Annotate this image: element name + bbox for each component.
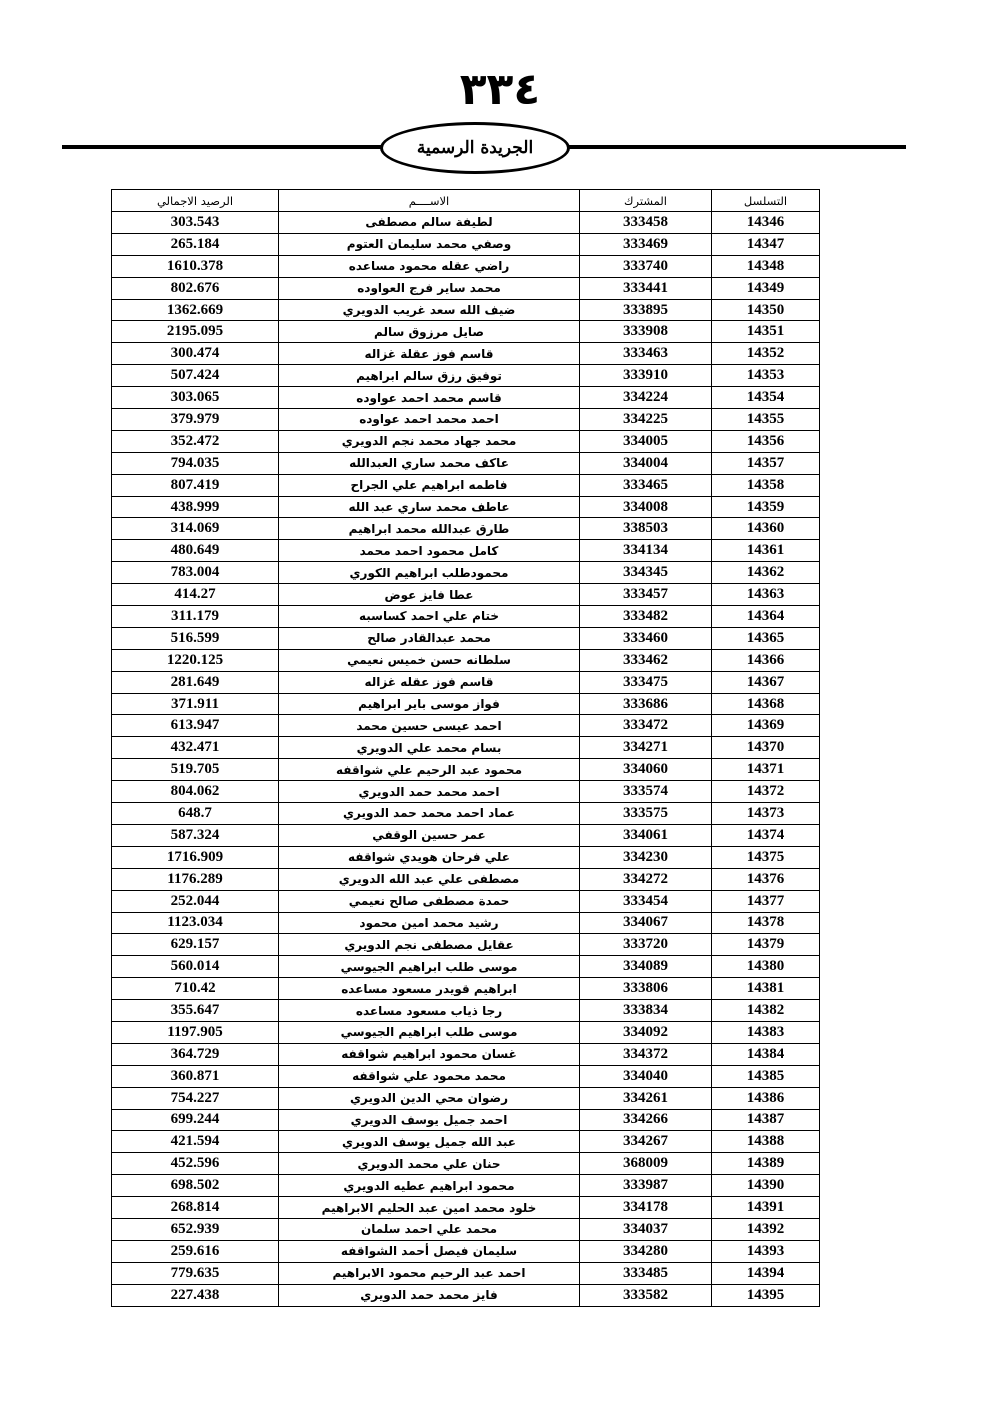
subscriber-cell: 333895 [580,299,712,321]
table-row [112,321,820,343]
serial-cell: 14362 [712,562,820,584]
balance-cell: 648.7 [112,803,279,825]
table-row [112,671,820,693]
balance-cell: 265.184 [112,233,279,255]
name-cell: قاسم فوز عقله غزاله [279,671,580,693]
subscriber-cell: 333575 [580,803,712,825]
table-row [112,912,820,934]
balance-cell: 480.649 [112,540,279,562]
serial-cell: 14380 [712,956,820,978]
subscriber-cell: 334272 [580,868,712,890]
name-cell: احمد جميل يوسف الدويري [279,1109,580,1131]
name-cell: ابراهيم قويدر مسعود مساعده [279,978,580,1000]
table-row [112,693,820,715]
name-cell: موسى طلب ابراهيم الجيوسي [279,1021,580,1043]
column-header-subscriber: المشترك [580,190,712,212]
balance-cell: 259.616 [112,1240,279,1262]
subscriber-cell: 334266 [580,1109,712,1131]
subscriber-cell: 333582 [580,1284,712,1306]
serial-cell: 14391 [712,1197,820,1219]
serial-cell: 14353 [712,365,820,387]
table-row [112,846,820,868]
name-cell: عاطف محمد ساري عبد الله [279,496,580,518]
serial-cell: 14349 [712,277,820,299]
serial-cell: 14367 [712,671,820,693]
balance-cell: 1197.905 [112,1021,279,1043]
table-row [112,212,820,234]
serial-cell: 14389 [712,1153,820,1175]
subscriber-cell: 334224 [580,387,712,409]
balance-cell: 1176.289 [112,868,279,890]
table-row [112,518,820,540]
serial-cell: 14347 [712,233,820,255]
serial-cell: 14372 [712,781,820,803]
name-cell: بسام محمد علي الدويري [279,737,580,759]
name-cell: محمود عبد الرحيم علي شواقفه [279,759,580,781]
serial-cell: 14369 [712,715,820,737]
name-cell: لطيفة سالم مصطفى [279,212,580,234]
serial-cell: 14361 [712,540,820,562]
name-cell: محمد محمود علي شواقفه [279,1065,580,1087]
name-cell: قاسم محمد احمد عواوده [279,387,580,409]
subscriber-cell: 333482 [580,606,712,628]
serial-cell: 14384 [712,1043,820,1065]
serial-cell: 14358 [712,474,820,496]
name-cell: عطا فايز عوض [279,584,580,606]
subscriber-cell: 334060 [580,759,712,781]
balance-cell: 432.471 [112,737,279,759]
balance-cell: 414.27 [112,584,279,606]
balance-cell: 807.419 [112,474,279,496]
subscriber-cell: 333806 [580,978,712,1000]
serial-cell: 14355 [712,409,820,431]
balance-cell: 1123.034 [112,912,279,934]
table-row [112,1240,820,1262]
serial-cell: 14363 [712,584,820,606]
table-row [112,759,820,781]
table-row [112,1197,820,1219]
name-cell: محمودطلب ابراهيم الكوري [279,562,580,584]
serial-cell: 14381 [712,978,820,1000]
serial-cell: 14383 [712,1021,820,1043]
subscriber-cell: 333462 [580,649,712,671]
subscriber-cell: 334345 [580,562,712,584]
balance-cell: 438.999 [112,496,279,518]
balance-cell: 303.543 [112,212,279,234]
gazette-title: الجريدة الرسمية [416,138,534,158]
table-row [112,452,820,474]
subscriber-cell: 334372 [580,1043,712,1065]
table-row [112,1000,820,1022]
subscriber-cell: 334178 [580,1197,712,1219]
balance-cell: 710.42 [112,978,279,1000]
name-cell: فاطمه ابراهيم علي الجراح [279,474,580,496]
serial-cell: 14382 [712,1000,820,1022]
table-row [112,803,820,825]
subscriber-cell: 334230 [580,846,712,868]
balance-cell: 2195.095 [112,321,279,343]
table-row [112,299,820,321]
gazette-title-oval [380,122,570,174]
name-cell: كامل محمود احمد محمد [279,540,580,562]
table-row [112,627,820,649]
subscriber-cell: 333441 [580,277,712,299]
serial-cell: 14378 [712,912,820,934]
serial-cell: 14394 [712,1262,820,1284]
table-row [112,1043,820,1065]
table-row [112,934,820,956]
name-cell: صايل مرزوق سالم [279,321,580,343]
table-row [112,343,820,365]
balance-cell: 699.244 [112,1109,279,1131]
serial-cell: 14354 [712,387,820,409]
name-cell: موسى طلب ابراهيم الجيوسي [279,956,580,978]
subscriber-cell: 334005 [580,430,712,452]
balance-cell: 652.939 [112,1218,279,1240]
table-row [112,387,820,409]
balance-cell: 1220.125 [112,649,279,671]
serial-cell: 14374 [712,824,820,846]
balance-cell: 303.065 [112,387,279,409]
balance-cell: 507.424 [112,365,279,387]
serial-cell: 14393 [712,1240,820,1262]
name-cell: محمد عبدالقادر صالح [279,627,580,649]
name-cell: غسان محمود ابراهيم شواقفه [279,1043,580,1065]
name-cell: فايز محمد حمد الدويري [279,1284,580,1306]
balance-cell: 300.474 [112,343,279,365]
table-row [112,1284,820,1306]
name-cell: احمد عبد الرحيم محمود الابراهيم [279,1262,580,1284]
name-cell: عبد الله جميل يوسف الدويري [279,1131,580,1153]
table-row [112,781,820,803]
subscriber-cell: 333987 [580,1175,712,1197]
balance-cell: 311.179 [112,606,279,628]
name-cell: عقايل مصطفى نجم الدويري [279,934,580,956]
serial-cell: 14359 [712,496,820,518]
table-row [112,1087,820,1109]
subscriber-cell: 333720 [580,934,712,956]
balance-cell: 1716.909 [112,846,279,868]
name-cell: محمد ساير فرج العواوده [279,277,580,299]
name-cell: توفيق رزق سالم ابراهيم [279,365,580,387]
balance-cell: 281.649 [112,671,279,693]
table-row [112,584,820,606]
table-row [112,956,820,978]
subscriber-cell: 334004 [580,452,712,474]
table-row [112,868,820,890]
serial-cell: 14395 [712,1284,820,1306]
subscriber-cell: 334261 [580,1087,712,1109]
balance-cell: 314.069 [112,518,279,540]
table-row [112,255,820,277]
table-row [112,1153,820,1175]
table-row [112,277,820,299]
table-row [112,824,820,846]
serial-cell: 14371 [712,759,820,781]
name-cell: ختام علي احمد كساسبه [279,606,580,628]
name-cell: سلطانه حسن خميس نعيمي [279,649,580,671]
table-body [112,212,820,1307]
serial-cell: 14392 [712,1218,820,1240]
subscriber-cell: 333574 [580,781,712,803]
name-cell: عماد احمد محمد حمد الدويري [279,803,580,825]
page-number: ٣٣٤ [459,64,541,115]
name-cell: احمد محمد حمد الدويري [279,781,580,803]
name-cell: وصفي محمد سليمان العتوم [279,233,580,255]
balance-cell: 519.705 [112,759,279,781]
subscriber-cell: 368009 [580,1153,712,1175]
balance-cell: 794.035 [112,452,279,474]
name-cell: حنان علي محمد الدويري [279,1153,580,1175]
subscriber-cell: 334040 [580,1065,712,1087]
balance-cell: 360.871 [112,1065,279,1087]
name-cell: احمد عيسى حسين محمد [279,715,580,737]
subscriber-cell: 334271 [580,737,712,759]
name-cell: ضيف الله سعد غريب الدويري [279,299,580,321]
subscriber-cell: 333465 [580,474,712,496]
table-row [112,978,820,1000]
name-cell: علي فرحان هويدي شواقفه [279,846,580,868]
serial-cell: 14348 [712,255,820,277]
subscriber-cell: 333485 [580,1262,712,1284]
subscriber-cell: 333740 [580,255,712,277]
table-row [112,1262,820,1284]
name-cell: قاسم فوز عقلة غزاله [279,343,580,365]
serial-cell: 14376 [712,868,820,890]
balance-cell: 516.599 [112,627,279,649]
subscriber-cell: 333454 [580,890,712,912]
table-row [112,606,820,628]
name-cell: رضوان محي الدين الدويري [279,1087,580,1109]
balance-cell: 613.947 [112,715,279,737]
serial-cell: 14390 [712,1175,820,1197]
balance-cell: 352.472 [112,430,279,452]
subscriber-cell: 334067 [580,912,712,934]
balance-cell: 379.979 [112,409,279,431]
serial-cell: 14366 [712,649,820,671]
name-cell: رجا ذياب مسعود مساعده [279,1000,580,1022]
table-row [112,1175,820,1197]
balance-cell: 227.438 [112,1284,279,1306]
subscriber-cell: 334037 [580,1218,712,1240]
table-row [112,233,820,255]
serial-cell: 14379 [712,934,820,956]
name-cell: راضي عقله محمود مساعده [279,255,580,277]
subscriber-cell: 333457 [580,584,712,606]
serial-cell: 14351 [712,321,820,343]
serial-cell: 14357 [712,452,820,474]
balance-cell: 252.044 [112,890,279,912]
serial-cell: 14377 [712,890,820,912]
balance-cell: 779.635 [112,1262,279,1284]
serial-cell: 14360 [712,518,820,540]
subscriber-cell: 333475 [580,671,712,693]
name-cell: احمد محمد احمد عواوده [279,409,580,431]
subscriber-cell: 333472 [580,715,712,737]
subscriber-cell: 334225 [580,409,712,431]
subscriber-cell: 333458 [580,212,712,234]
serial-cell: 14385 [712,1065,820,1087]
serial-cell: 14352 [712,343,820,365]
serial-cell: 14370 [712,737,820,759]
serial-cell: 14388 [712,1131,820,1153]
balance-cell: 421.594 [112,1131,279,1153]
table-row [112,430,820,452]
table-row [112,1065,820,1087]
name-cell: عاكف محمد ساري العبدالله [279,452,580,474]
name-cell: محمد جهاد محمد نجم الدويري [279,430,580,452]
name-cell: حمدة مصطفى صالح نعيمي [279,890,580,912]
serial-cell: 14350 [712,299,820,321]
subscribers-table [111,189,820,1307]
table-row [112,1109,820,1131]
balance-cell: 587.324 [112,824,279,846]
table-row [112,1021,820,1043]
balance-cell: 629.157 [112,934,279,956]
balance-cell: 452.596 [112,1153,279,1175]
table-row [112,715,820,737]
column-header-name: الاســــم [279,190,580,212]
serial-cell: 14375 [712,846,820,868]
balance-cell: 754.227 [112,1087,279,1109]
name-cell: خلود محمد امين عبد الحليم الابراهيم [279,1197,580,1219]
serial-cell: 14356 [712,430,820,452]
balance-cell: 364.729 [112,1043,279,1065]
name-cell: محمود ابراهيم عطيه الدويري [279,1175,580,1197]
subscriber-cell: 333834 [580,1000,712,1022]
serial-cell: 14373 [712,803,820,825]
subscriber-cell: 333469 [580,233,712,255]
table-row [112,496,820,518]
name-cell: فواز موسى باير ابراهيم [279,693,580,715]
subscriber-cell: 333910 [580,365,712,387]
subscriber-cell: 333463 [580,343,712,365]
name-cell: طارق عبدالله محمد ابراهيم [279,518,580,540]
table-row [112,1218,820,1240]
balance-cell: 1610.378 [112,255,279,277]
serial-cell: 14346 [712,212,820,234]
table-row [112,474,820,496]
table-row [112,1131,820,1153]
balance-cell: 371.911 [112,693,279,715]
column-header-balance: الرصيد الاجمالي [112,190,279,212]
table-row [112,562,820,584]
balance-cell: 802.676 [112,277,279,299]
table-row [112,737,820,759]
serial-cell: 14364 [712,606,820,628]
subscriber-cell: 334267 [580,1131,712,1153]
subscriber-cell: 333908 [580,321,712,343]
name-cell: سليمان فيصل أحمد الشواقفه [279,1240,580,1262]
balance-cell: 268.814 [112,1197,279,1219]
name-cell: رشيد محمد امين محمود [279,912,580,934]
balance-cell: 698.502 [112,1175,279,1197]
name-cell: عمر حسين الوقفي [279,824,580,846]
serial-cell: 14386 [712,1087,820,1109]
subscriber-cell: 338503 [580,518,712,540]
subscriber-cell: 334061 [580,824,712,846]
column-header-serial: التسلسل [712,190,820,212]
subscriber-cell: 334089 [580,956,712,978]
name-cell: مصطفى علي عبد الله الدويري [279,868,580,890]
serial-cell: 14368 [712,693,820,715]
balance-cell: 804.062 [112,781,279,803]
balance-cell: 560.014 [112,956,279,978]
subscriber-cell: 334008 [580,496,712,518]
subscriber-cell: 333686 [580,693,712,715]
name-cell: محمد علي احمد سلمان [279,1218,580,1240]
subscriber-cell: 334280 [580,1240,712,1262]
balance-cell: 783.004 [112,562,279,584]
table-row [112,365,820,387]
table-row [112,409,820,431]
table-header-row [112,190,820,212]
balance-cell: 1362.669 [112,299,279,321]
table-row [112,649,820,671]
subscriber-cell: 333460 [580,627,712,649]
table-row [112,540,820,562]
subscriber-cell: 334134 [580,540,712,562]
table-row [112,890,820,912]
subscriber-cell: 334092 [580,1021,712,1043]
serial-cell: 14365 [712,627,820,649]
balance-cell: 355.647 [112,1000,279,1022]
serial-cell: 14387 [712,1109,820,1131]
